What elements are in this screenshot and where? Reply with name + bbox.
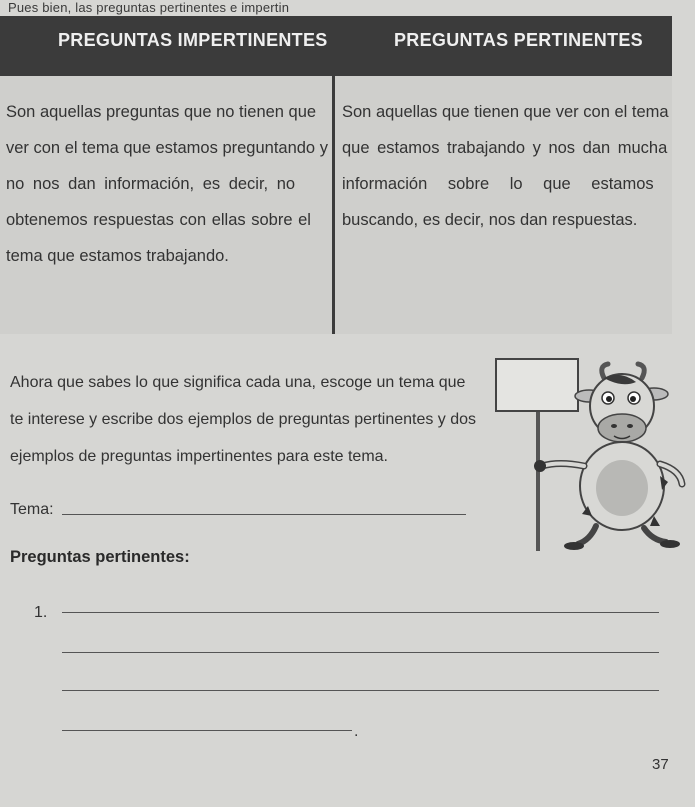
instruction-line: Ahora que sabes lo que significa cada una, escoge un tema que (10, 374, 466, 391)
impertinentes-definition (6, 94, 328, 274)
tema-answer-line[interactable] (62, 514, 466, 515)
definition-line: obtenemos respuestas con ellas sobre el (6, 211, 311, 229)
definition-line: no nos dan información, es decir, no (6, 175, 296, 193)
tema-label: Tema: (10, 501, 54, 518)
item-number: 1. (34, 604, 48, 621)
page-number: 37 (652, 756, 669, 773)
instruction-line: te interese y escribe dos ejemplos de preguntas pertinentes y dos (10, 411, 477, 428)
table-header (0, 16, 672, 76)
instructions (10, 364, 480, 475)
definition-line: tema que estamos trabajando. (6, 247, 229, 265)
end-mark: . (354, 723, 359, 740)
pertinentes-definition (342, 94, 669, 238)
column-divider (332, 76, 335, 334)
header-impertinentes: PREGUNTAS IMPERTINENTES (58, 30, 328, 50)
answer-line[interactable] (62, 612, 659, 613)
cow-holding-sign-icon (484, 356, 689, 556)
comparison-table (0, 16, 672, 334)
definition-line: información sobre lo que estamos (342, 175, 654, 193)
answer-line[interactable] (62, 730, 352, 731)
definition-line: que estamos trabajando y nos dan mucha (342, 139, 668, 157)
definition-line: ver con el tema que estamos preguntando y (6, 139, 328, 157)
answer-line[interactable] (62, 652, 659, 653)
definition-line: buscando, es decir, nos dan respuestas. (342, 211, 638, 229)
intro-line: Pues bien, las preguntas pertinentes e impertin (8, 0, 290, 15)
instruction-line: ejemplos de preguntas impertinentes para este tema. (10, 448, 388, 465)
section-heading: Preguntas pertinentes: (10, 548, 190, 566)
answer-line[interactable] (62, 690, 659, 691)
header-pertinentes: PREGUNTAS PERTINENTES (394, 30, 643, 50)
definition-line: Son aquellas preguntas que no tienen que (6, 103, 317, 121)
definition-line: Son aquellas que tienen que ver con el tema (342, 103, 669, 121)
